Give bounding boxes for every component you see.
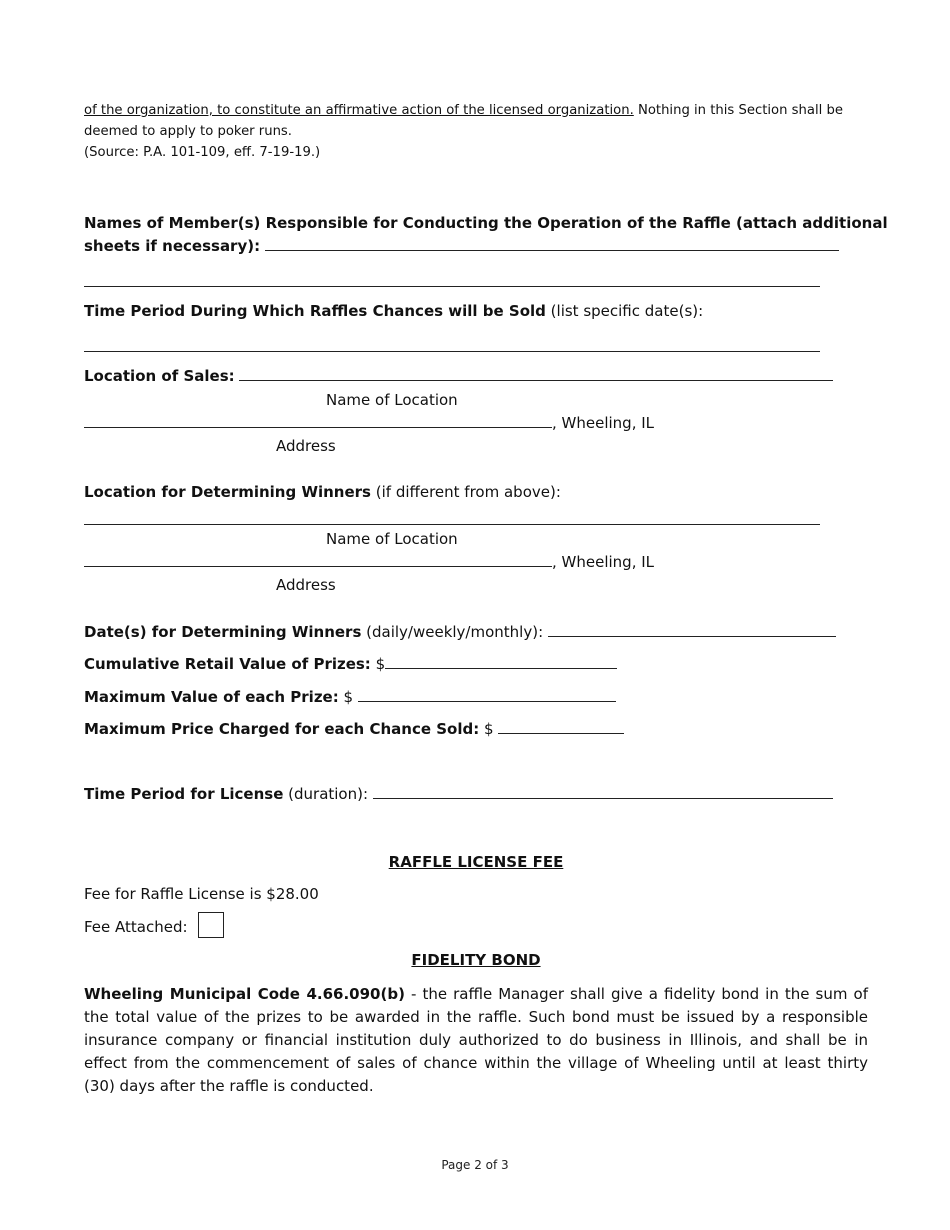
page-number: Page 2 of 3	[441, 1158, 509, 1172]
fee-attached-checkbox[interactable]	[198, 912, 224, 938]
statute-line-2: deemed to apply to poker runs.	[84, 124, 292, 139]
fee-text: Fee for Raffle License is $28.00	[84, 885, 319, 903]
license-period-row: Time Period for License (duration):	[84, 784, 833, 804]
raffle-license-fee-heading: RAFFLE LICENSE FEE	[388, 853, 564, 871]
fee-attached-label: Fee Attached:	[84, 918, 188, 936]
name-of-location-caption-2: Name of Location	[326, 530, 458, 548]
location-sales-label: Location of Sales:	[84, 367, 235, 385]
max-value-row: Maximum Value of each Prize: $	[84, 687, 616, 707]
members-input-line[interactable]	[265, 236, 839, 251]
max-price-input-line[interactable]	[498, 719, 624, 734]
statute-underlined-text: of the organization, to constitute an affirmative action of the licensed organization.	[84, 103, 634, 118]
location-sales-input-line[interactable]	[239, 366, 833, 381]
location-winners-label: Location for Determining Winners (if different from above):	[84, 483, 561, 501]
max-value-label: Maximum Value of each Prize:	[84, 688, 339, 706]
members-label: Names of Member(s) Responsible for Conducting the Operation of the Raffle (attach additional	[84, 214, 888, 232]
location-sales-row	[84, 366, 833, 386]
max-price-label: Maximum Price Charged for each Chance Sold:	[84, 720, 480, 738]
dates-winners-input-line[interactable]	[548, 622, 836, 637]
dates-winners-row: Date(s) for Determining Winners (daily/weekly/monthly):	[84, 622, 836, 642]
cumulative-row: Cumulative Retail Value of Prizes: $	[84, 654, 617, 674]
members-field-row	[84, 236, 839, 256]
statute-source: (Source: P.A. 101-109, eff. 7-19-19.)	[84, 145, 321, 160]
wheeling-il-text-2: , Wheeling, IL	[552, 553, 655, 571]
fidelity-bond-text: - the raffle Manager shall give a fidelity bond in the sum of the total value of the prizes to be awarded in the raffle. Such bond must be issued by a responsible insurance company or financial institution duly authorized to do business in Illinois, and shall be in effect from the commencement of sales of chance within the village of Wheeling until at least thirty (30) days after the raffle is conducted.	[84, 985, 868, 1095]
sales-address-input-line[interactable]	[84, 413, 552, 428]
statute-text: Nothing in this Section shall be	[633, 103, 843, 118]
winners-address-row	[84, 552, 654, 572]
wheeling-il-text: , Wheeling, IL	[552, 414, 655, 432]
municipal-code-label: Wheeling Municipal Code 4.66.090(b)	[84, 985, 405, 1003]
license-period-label: Time Period for License	[84, 785, 284, 803]
max-value-input-line[interactable]	[358, 687, 616, 702]
cumulative-label: Cumulative Retail Value of Prizes:	[84, 655, 371, 673]
winners-address-input-line[interactable]	[84, 552, 552, 567]
members-input-line-2[interactable]	[84, 286, 820, 287]
statute-line-1	[84, 101, 843, 121]
cumulative-input-line[interactable]	[385, 654, 617, 669]
fidelity-bond-paragraph	[84, 983, 868, 1098]
time-period-input-line[interactable]	[84, 351, 820, 352]
license-period-input-line[interactable]	[373, 784, 833, 799]
address-caption-2: Address	[276, 576, 336, 594]
address-caption: Address	[276, 437, 336, 455]
max-price-row: Maximum Price Charged for each Chance Sold: $	[84, 719, 624, 739]
name-of-location-caption: Name of Location	[326, 391, 458, 409]
fidelity-bond-heading: FIDELITY BOND	[411, 951, 541, 969]
members-label-cont: sheets if necessary):	[84, 237, 261, 255]
time-period-label: Time Period During Which Raffles Chances will be Sold (list specific date(s):	[84, 302, 704, 320]
location-winners-input-line[interactable]	[84, 524, 820, 525]
sales-address-row	[84, 413, 654, 433]
dates-winners-label: Date(s) for Determining Winners	[84, 623, 362, 641]
